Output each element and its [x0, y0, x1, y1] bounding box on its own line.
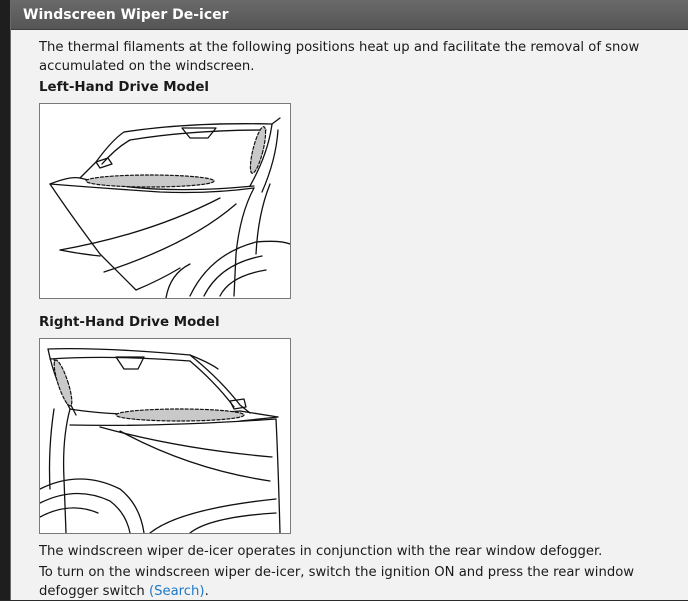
search-link[interactable]: (Search) — [148, 584, 205, 599]
note-2-period: . — [204, 584, 209, 599]
lhd-windscreen-illustration — [40, 104, 290, 298]
intro-paragraph: The thermal filaments at the following positions heat up and facilitate the removal of snow accumulated on the windscreen. — [39, 40, 640, 74]
note-paragraph-1: The windscreen wiper de-icer operates in conjunction with the rear window defogger. — [39, 544, 603, 559]
note-2-text: To turn on the windscreen wiper de-icer, switch the ignition ON and press the rear window defogger switch — [39, 565, 635, 599]
article-content — [11, 30, 688, 601]
section-title: Windscreen Wiper De-icer — [23, 7, 229, 23]
lhd-figure — [39, 103, 291, 299]
lhd-heading: Left-Hand Drive Model — [39, 80, 209, 95]
section-title-bar — [11, 0, 688, 30]
note-paragraph-2 — [39, 563, 649, 601]
article-panel — [10, 0, 688, 600]
rhd-heading: Right-Hand Drive Model — [39, 315, 220, 330]
left-edge-strip — [0, 0, 10, 600]
rhd-figure — [39, 338, 291, 534]
rhd-windscreen-illustration — [40, 339, 290, 533]
